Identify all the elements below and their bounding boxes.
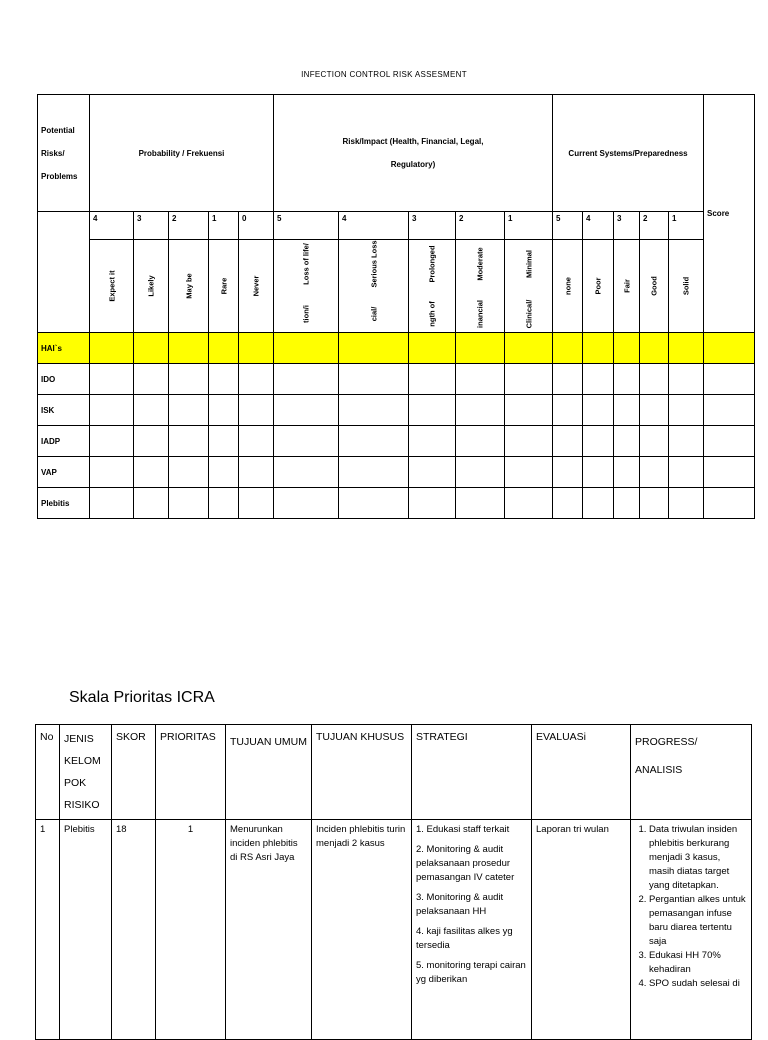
risk-cell bbox=[553, 395, 583, 426]
icra-label-row bbox=[38, 240, 755, 333]
impact-label: Prolonged ngth of bbox=[409, 240, 456, 333]
risk-cell bbox=[553, 333, 583, 364]
risk-cell bbox=[134, 333, 169, 364]
impact-label: Loss of life/ tion/i bbox=[274, 240, 339, 333]
risk-cell bbox=[614, 364, 640, 395]
risk-cell bbox=[339, 395, 409, 426]
progress-item: 1. Data triwulan insiden phlebitis berkurang menjadi 3 kasus, masih diatas target yang ditetapkan. bbox=[649, 823, 747, 893]
risk-cell bbox=[169, 488, 209, 519]
risk-cell bbox=[583, 364, 614, 395]
systems-header: Current Systems/Preparedness bbox=[553, 95, 704, 212]
systems-label: Fair bbox=[614, 240, 640, 333]
risk-cell bbox=[669, 333, 704, 364]
risk-cell bbox=[90, 333, 134, 364]
risk-cell bbox=[409, 395, 456, 426]
risk-cell bbox=[669, 395, 704, 426]
strategi-item: 3. Monitoring & audit pelaksanaan HH bbox=[416, 892, 504, 917]
risk-cell bbox=[456, 333, 505, 364]
score-value: 3 bbox=[409, 212, 456, 240]
risk-cell bbox=[640, 395, 669, 426]
risk-cell bbox=[553, 457, 583, 488]
risk-cell bbox=[614, 488, 640, 519]
strategi-item: 2. Monitoring & audit pelaksanaan prosedur pemasangan IV cateter bbox=[416, 844, 515, 883]
score-value: 4 bbox=[90, 212, 134, 240]
risk-cell bbox=[583, 488, 614, 519]
systems-label: Poor bbox=[583, 240, 614, 333]
risk-cell bbox=[209, 395, 239, 426]
impact-label: Moderate inancial bbox=[456, 240, 505, 333]
priority-row bbox=[36, 820, 752, 1040]
risk-cell bbox=[456, 488, 505, 519]
risk-cell bbox=[409, 426, 456, 457]
risk-label: HAI`s bbox=[38, 333, 90, 364]
probability-label: May be bbox=[169, 240, 209, 333]
systems-label: Solid bbox=[669, 240, 704, 333]
score-value: 1 bbox=[505, 212, 553, 240]
risk-cell bbox=[90, 426, 134, 457]
no-header: No bbox=[36, 725, 60, 820]
document-title: INFECTION CONTROL RISK ASSESMENT bbox=[301, 70, 467, 79]
risk-label: Plebitis bbox=[38, 488, 90, 519]
risk-cell bbox=[339, 426, 409, 457]
risk-cell bbox=[505, 488, 553, 519]
risk-cell bbox=[409, 457, 456, 488]
probability-header: Probability / Frekuensi bbox=[90, 95, 274, 212]
risk-cell bbox=[409, 333, 456, 364]
score-value: 5 bbox=[553, 212, 583, 240]
risk-cell bbox=[339, 457, 409, 488]
risk-cell bbox=[704, 364, 755, 395]
progress-item: 4. SPO sudah selesai di bbox=[649, 977, 747, 991]
risk-cell bbox=[505, 457, 553, 488]
icra-score-row bbox=[38, 212, 755, 240]
systems-label: Good bbox=[640, 240, 669, 333]
risk-cell bbox=[669, 457, 704, 488]
progress-item: 2. Pergantian alkes untuk pemasangan infuse baru diarea tertentu saja bbox=[649, 893, 747, 949]
risk-cell bbox=[239, 364, 274, 395]
risk-cell bbox=[640, 426, 669, 457]
risk-cell bbox=[134, 488, 169, 519]
risk-cell bbox=[614, 333, 640, 364]
score-value: 0 bbox=[239, 212, 274, 240]
risk-cell bbox=[274, 488, 339, 519]
skor-header: SKOR bbox=[112, 725, 156, 820]
risk-cell bbox=[553, 364, 583, 395]
impact-label: Minimal Clinical/ bbox=[505, 240, 553, 333]
score-value: 5 bbox=[274, 212, 339, 240]
risk-cell bbox=[583, 395, 614, 426]
risk-cell bbox=[239, 457, 274, 488]
risk-label: VAP bbox=[38, 457, 90, 488]
tujuan-umum-header: TUJUAN UMUM bbox=[226, 725, 312, 820]
row-no: 1 bbox=[36, 820, 60, 1040]
jenis-header: JENIS KELOM POK RISIKO bbox=[60, 725, 112, 820]
risk-cell bbox=[90, 395, 134, 426]
priority-scale-table bbox=[35, 724, 752, 1040]
risk-cell bbox=[90, 457, 134, 488]
probability-label: Expect it bbox=[90, 240, 134, 333]
score-value: 2 bbox=[169, 212, 209, 240]
risk-cell bbox=[90, 488, 134, 519]
risk-cell bbox=[239, 333, 274, 364]
priority-scale-title: Skala Prioritas ICRA bbox=[69, 689, 215, 706]
row-jenis: Plebitis bbox=[60, 820, 112, 1040]
risk-cell bbox=[640, 333, 669, 364]
risk-cell bbox=[339, 333, 409, 364]
progress-item: 3. Edukasi HH 70% kehadiran bbox=[649, 949, 747, 977]
risk-cell bbox=[583, 426, 614, 457]
strategi-item: 1. Edukasi staff terkait bbox=[416, 824, 510, 835]
risk-cell bbox=[274, 333, 339, 364]
risk-row bbox=[38, 333, 755, 364]
risk-cell bbox=[669, 488, 704, 519]
icra-header-row bbox=[38, 95, 755, 212]
risk-label: IDO bbox=[38, 364, 90, 395]
score-header: Score bbox=[704, 95, 755, 333]
row-tujuan-umum: Menurunkan inciden phlebitis di RS Asri Jaya bbox=[226, 820, 312, 1040]
risk-cell bbox=[209, 333, 239, 364]
risk-cell bbox=[274, 364, 339, 395]
row-skor: 18 bbox=[112, 820, 156, 1040]
priority-header-row bbox=[36, 725, 752, 820]
score-value: 2 bbox=[456, 212, 505, 240]
risk-cell bbox=[614, 426, 640, 457]
risk-cell bbox=[169, 364, 209, 395]
score-value: 4 bbox=[583, 212, 614, 240]
risk-cell bbox=[169, 333, 209, 364]
score-value: 2 bbox=[640, 212, 669, 240]
score-value: 3 bbox=[134, 212, 169, 240]
risk-cell bbox=[209, 457, 239, 488]
risk-row bbox=[38, 488, 755, 519]
risk-cell bbox=[239, 488, 274, 519]
risk-cell bbox=[640, 457, 669, 488]
probability-label: Rare bbox=[209, 240, 239, 333]
risk-cell bbox=[456, 426, 505, 457]
risk-cell bbox=[339, 364, 409, 395]
probability-label: Likely bbox=[134, 240, 169, 333]
risk-cell bbox=[274, 457, 339, 488]
risk-cell bbox=[209, 364, 239, 395]
row-progress bbox=[631, 820, 752, 1040]
risk-label: IADP bbox=[38, 426, 90, 457]
risk-cell bbox=[209, 426, 239, 457]
risk-cell bbox=[553, 426, 583, 457]
risk-cell bbox=[640, 488, 669, 519]
risk-cell bbox=[553, 488, 583, 519]
risk-row bbox=[38, 395, 755, 426]
impact-header: Risk/Impact (Health, Financial, Legal, Regulatory) bbox=[274, 95, 553, 212]
risk-cell bbox=[134, 364, 169, 395]
risk-cell bbox=[169, 426, 209, 457]
risk-cell bbox=[704, 488, 755, 519]
strategi-header: STRATEGI bbox=[412, 725, 532, 820]
risk-cell bbox=[274, 426, 339, 457]
score-value: 1 bbox=[209, 212, 239, 240]
risk-cell bbox=[669, 426, 704, 457]
risk-cell bbox=[169, 395, 209, 426]
progress-header: PROGRESS/ ANALISIS bbox=[631, 725, 752, 820]
risk-cell bbox=[239, 395, 274, 426]
row-strategi bbox=[412, 820, 532, 1040]
risk-cell bbox=[505, 364, 553, 395]
risk-row bbox=[38, 426, 755, 457]
evaluasi-header: EVALUASi bbox=[532, 725, 631, 820]
risk-cell bbox=[456, 457, 505, 488]
blank-cell bbox=[38, 212, 90, 333]
impact-label: Serious Loss cial/ bbox=[339, 240, 409, 333]
strategi-item: 5. monitoring terapi cairan yg diberikan bbox=[416, 960, 526, 985]
score-value: 3 bbox=[614, 212, 640, 240]
risk-cell bbox=[409, 488, 456, 519]
row-tujuan-khusus: Inciden phlebitis turin menjadi 2 kasus bbox=[312, 820, 412, 1040]
risk-cell bbox=[614, 395, 640, 426]
risk-cell bbox=[134, 457, 169, 488]
risk-cell bbox=[583, 457, 614, 488]
risk-cell bbox=[614, 457, 640, 488]
icra-table bbox=[37, 94, 755, 519]
risk-cell bbox=[505, 395, 553, 426]
risk-cell bbox=[640, 364, 669, 395]
risk-cell bbox=[456, 364, 505, 395]
risk-cell bbox=[456, 395, 505, 426]
risk-cell bbox=[209, 488, 239, 519]
risk-cell bbox=[704, 333, 755, 364]
potential-risks-header: Potential Risks/ Problems bbox=[38, 95, 90, 212]
strategi-item: 4. kaji fasilitas alkes yg tersedia bbox=[416, 926, 513, 951]
risk-cell bbox=[704, 395, 755, 426]
prioritas-header: PRIORITAS bbox=[156, 725, 226, 820]
risk-cell bbox=[169, 457, 209, 488]
risk-row bbox=[38, 364, 755, 395]
risk-cell bbox=[409, 364, 456, 395]
risk-cell bbox=[704, 426, 755, 457]
row-evaluasi: Laporan tri wulan bbox=[532, 820, 631, 1040]
risk-cell bbox=[505, 333, 553, 364]
risk-cell bbox=[704, 457, 755, 488]
risk-cell bbox=[239, 426, 274, 457]
probability-label: Never bbox=[239, 240, 274, 333]
risk-cell bbox=[505, 426, 553, 457]
risk-label: ISK bbox=[38, 395, 90, 426]
score-value: 4 bbox=[339, 212, 409, 240]
tujuan-khusus-header: TUJUAN KHUSUS bbox=[312, 725, 412, 820]
risk-cell bbox=[669, 364, 704, 395]
risk-cell bbox=[339, 488, 409, 519]
systems-label: none bbox=[553, 240, 583, 333]
risk-row bbox=[38, 457, 755, 488]
risk-cell bbox=[274, 395, 339, 426]
risk-cell bbox=[583, 333, 614, 364]
risk-cell bbox=[134, 426, 169, 457]
risk-cell bbox=[90, 364, 134, 395]
score-value: 1 bbox=[669, 212, 704, 240]
risk-cell bbox=[134, 395, 169, 426]
row-prioritas: 1 bbox=[156, 820, 226, 1040]
